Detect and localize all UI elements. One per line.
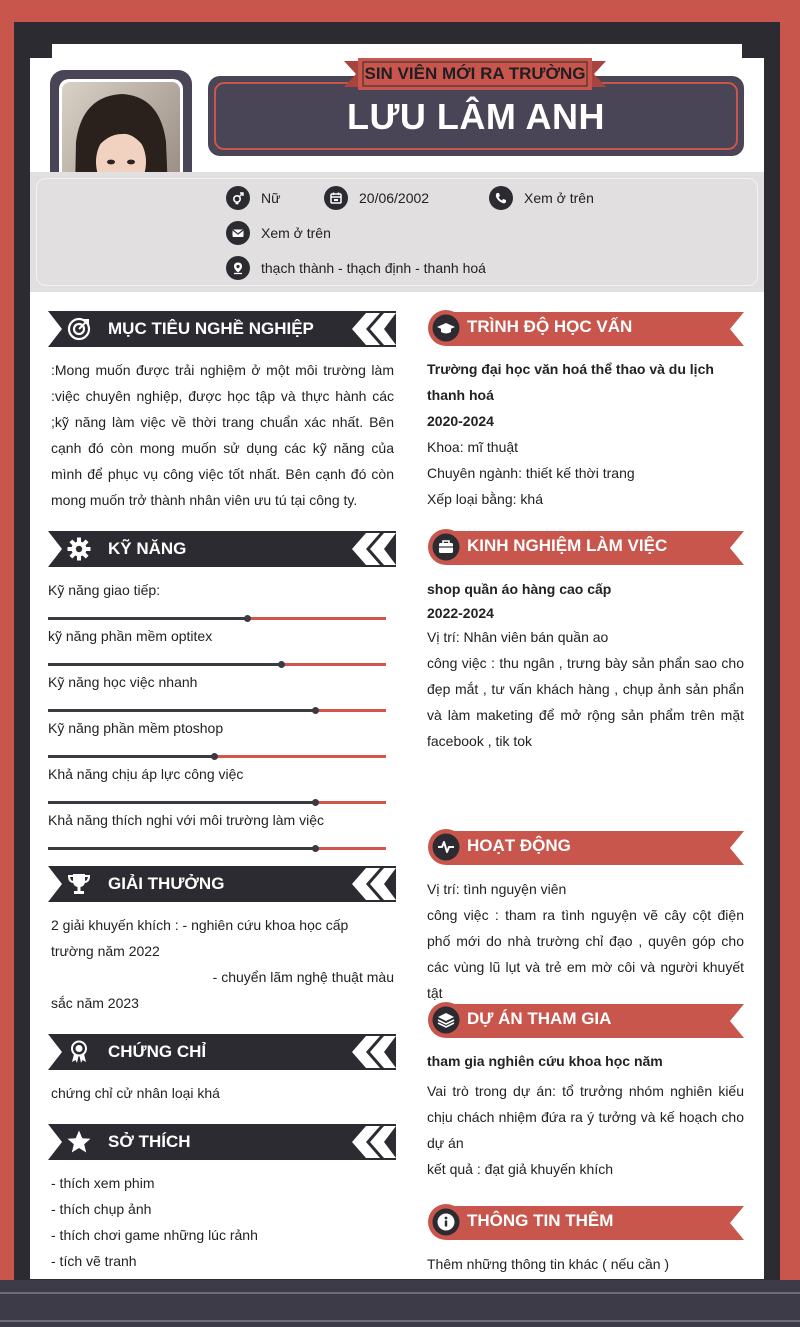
education-title: TRÌNH ĐỘ HỌC VẤN — [467, 317, 633, 336]
certificates-text: chứng chỉ cử nhân loại khá — [51, 1085, 220, 1101]
layers-icon — [433, 1007, 459, 1033]
skill-item — [48, 626, 386, 646]
phone-value: Xem ở trên — [524, 190, 594, 206]
project-result: kết quả : đạt giả khuyến khích — [427, 1161, 614, 1177]
gear-icon — [66, 536, 92, 562]
location-icon — [226, 256, 250, 280]
experience-details — [427, 624, 744, 754]
phone-icon — [489, 186, 513, 210]
section-header-experience — [428, 527, 744, 567]
gender-icon — [226, 186, 250, 210]
hobbies-list — [51, 1170, 394, 1274]
graduation-cap-icon — [433, 315, 459, 341]
briefcase-icon — [433, 534, 459, 560]
skill-bar-fill — [48, 801, 315, 804]
section-header-activities — [428, 827, 744, 867]
skill-item — [48, 810, 386, 830]
awards-title: GIẢI THƯỞNG — [108, 874, 225, 893]
medal-icon — [66, 1039, 92, 1065]
skill-bar-fill — [48, 709, 315, 712]
experience-company — [427, 577, 744, 625]
company-name: shop quần áo hàng cao cấp — [427, 581, 612, 597]
awards-text-1: 2 giải khuyến khích : - nghiên cứu khoa học cấp trường năm 2022 — [51, 917, 349, 959]
hobbies-title: SỞ THÍCH — [108, 1132, 191, 1151]
footer-band — [0, 1280, 800, 1327]
experience-title: KINH NGHIỆM LÀM VIỆC — [467, 536, 668, 555]
activities-title: HOẠT ĐỘNG — [467, 836, 571, 855]
address-field — [226, 256, 486, 280]
skill-item — [48, 580, 386, 600]
hobby-item: - thích xem phim — [51, 1175, 155, 1191]
skill-level-knob — [312, 799, 319, 806]
info-icon — [433, 1209, 459, 1235]
hobby-item: - tích vẽ tranh — [51, 1253, 137, 1269]
skill-item — [48, 764, 386, 784]
section-header-education — [428, 308, 744, 348]
section-header-certificates — [48, 1034, 396, 1070]
section-header-more-info — [428, 1202, 744, 1242]
job-title-tag: SIN VIÊN MỚI RA TRƯỜNG — [364, 64, 586, 83]
star-icon — [66, 1129, 92, 1155]
skill-label: Kỹ năng học việc nhanh — [48, 674, 198, 690]
mail-icon — [226, 221, 250, 245]
gender-value: Nữ — [261, 190, 281, 206]
frame-corner — [742, 44, 764, 58]
skill-label: Kỹ năng phần mềm ptoshop — [48, 720, 224, 736]
full-name: LƯU LÂM ANH — [347, 96, 605, 137]
skill-label: kỹ năng phần mềm optitex — [48, 628, 213, 644]
skill-label: Khả năng chịu áp lực công việc — [48, 766, 244, 782]
awards-text-3: sắc năm 2023 — [51, 995, 139, 1011]
more-info-title: THÔNG TIN THÊM — [467, 1211, 614, 1230]
activity-desc: công việc : tham ra tình nguyện vẽ cây cột điện phố mới do nhà trường chỉ đạo , quyên góp cho các vùng lũ lụt và trẻ em mờ côi và người khuyết tật — [427, 907, 744, 1001]
objective-text: :Mong muốn được trải nghiệm ở một môi trường làm :việc chuyên nghiệp, được học tập và thực hành các ;kỹ năng làm việc về thời trang chuẩn xác nhất. Bên cạnh đó còn mong muốn sử dụng các kỹ năng của mình để phục vụ công việc tốt nhất. Bên cạnh đó còn mong muốn trở thành nhân viên ưu tú tại công ty. — [51, 362, 394, 508]
skill-item — [48, 718, 386, 738]
skill-level-knob — [312, 707, 319, 714]
objective-title: MỤC TIÊU NGHỀ NGHIỆP — [108, 319, 314, 338]
address-value: thạch thành - thạch định - thanh hoá — [261, 260, 486, 276]
section-header-hobbies — [48, 1124, 396, 1160]
section-header-projects — [428, 1000, 744, 1040]
skill-item — [48, 672, 386, 692]
skill-level-knob — [211, 753, 218, 760]
section-header-objective — [48, 311, 396, 347]
project-name: tham gia nghiên cứu khoa học năm — [427, 1053, 663, 1069]
activity-position: Vị trí: tình nguyện viên — [427, 881, 567, 897]
hobby-item: - thích chụp ảnh — [51, 1201, 152, 1217]
phone-field — [489, 186, 594, 210]
skill-label: Khả năng thích nghi với môi trường làm việc — [48, 812, 324, 828]
trophy-icon — [66, 871, 92, 897]
skill-level-knob — [312, 845, 319, 852]
birthday-value: 20/06/2002 — [359, 190, 430, 206]
experience-position: Vị trí: Nhân viên bán quần ao — [427, 629, 609, 645]
projects-title: DỰ ÁN THAM GIA — [467, 1009, 612, 1028]
section-header-awards — [48, 866, 396, 902]
email-field — [226, 221, 331, 245]
target-icon — [66, 316, 92, 342]
section-header-skills — [48, 531, 396, 567]
skills-title: KỸ NĂNG — [108, 539, 187, 558]
email-value: Xem ở trên — [261, 225, 331, 241]
projects-details — [427, 1048, 744, 1182]
skill-bar-fill — [48, 663, 281, 666]
awards-text-2: - chuyển lãm nghệ thuật màu — [212, 969, 394, 985]
education-grade: Xếp loại bằng: khá — [427, 491, 543, 507]
gender-field — [226, 186, 280, 210]
experience-desc: công việc : thu ngân , trưng bày sản phẩn sao cho đẹp mắt , tư vấn khách hàng , chụp ảnh sản phẩn và làm maketing để mở rộng sản phẩm trên mặt facebook , tik tok — [427, 655, 744, 749]
frame-corner — [30, 44, 52, 58]
heartbeat-icon — [433, 834, 459, 860]
hobby-item: - thích chơi game những lúc rảnh — [51, 1227, 258, 1243]
skill-bar-fill — [48, 847, 315, 850]
birthday-field — [324, 186, 429, 210]
certificates-title: CHỨNG CHỈ — [108, 1042, 207, 1061]
education-major: Chuyên ngành: thiết kế thời trang — [427, 465, 635, 481]
more-info-text: Thêm những thông tin khác ( nếu cần ) — [427, 1256, 670, 1272]
education-years: 2020-2024 — [427, 413, 494, 429]
skill-label: Kỹ năng giao tiếp: — [48, 582, 161, 598]
education-details — [427, 356, 744, 512]
activities-details — [427, 876, 744, 1006]
project-role: Vai trò trong dự án: tổ trưởng nhóm nghiên kiếu chịu chách nhiệm đứa ra ý tưởng và kế hoạch cho dự án — [427, 1083, 744, 1151]
experience-years: 2022-2024 — [427, 605, 494, 621]
calendar-icon — [324, 186, 348, 210]
education-faculty: Khoa: mĩ thuật — [427, 439, 519, 455]
skill-bar-fill — [48, 617, 247, 620]
skill-bar-fill — [48, 755, 214, 758]
school-name: Trường đại học văn hoá thể thao và du lịch thanh hoá — [427, 361, 714, 403]
